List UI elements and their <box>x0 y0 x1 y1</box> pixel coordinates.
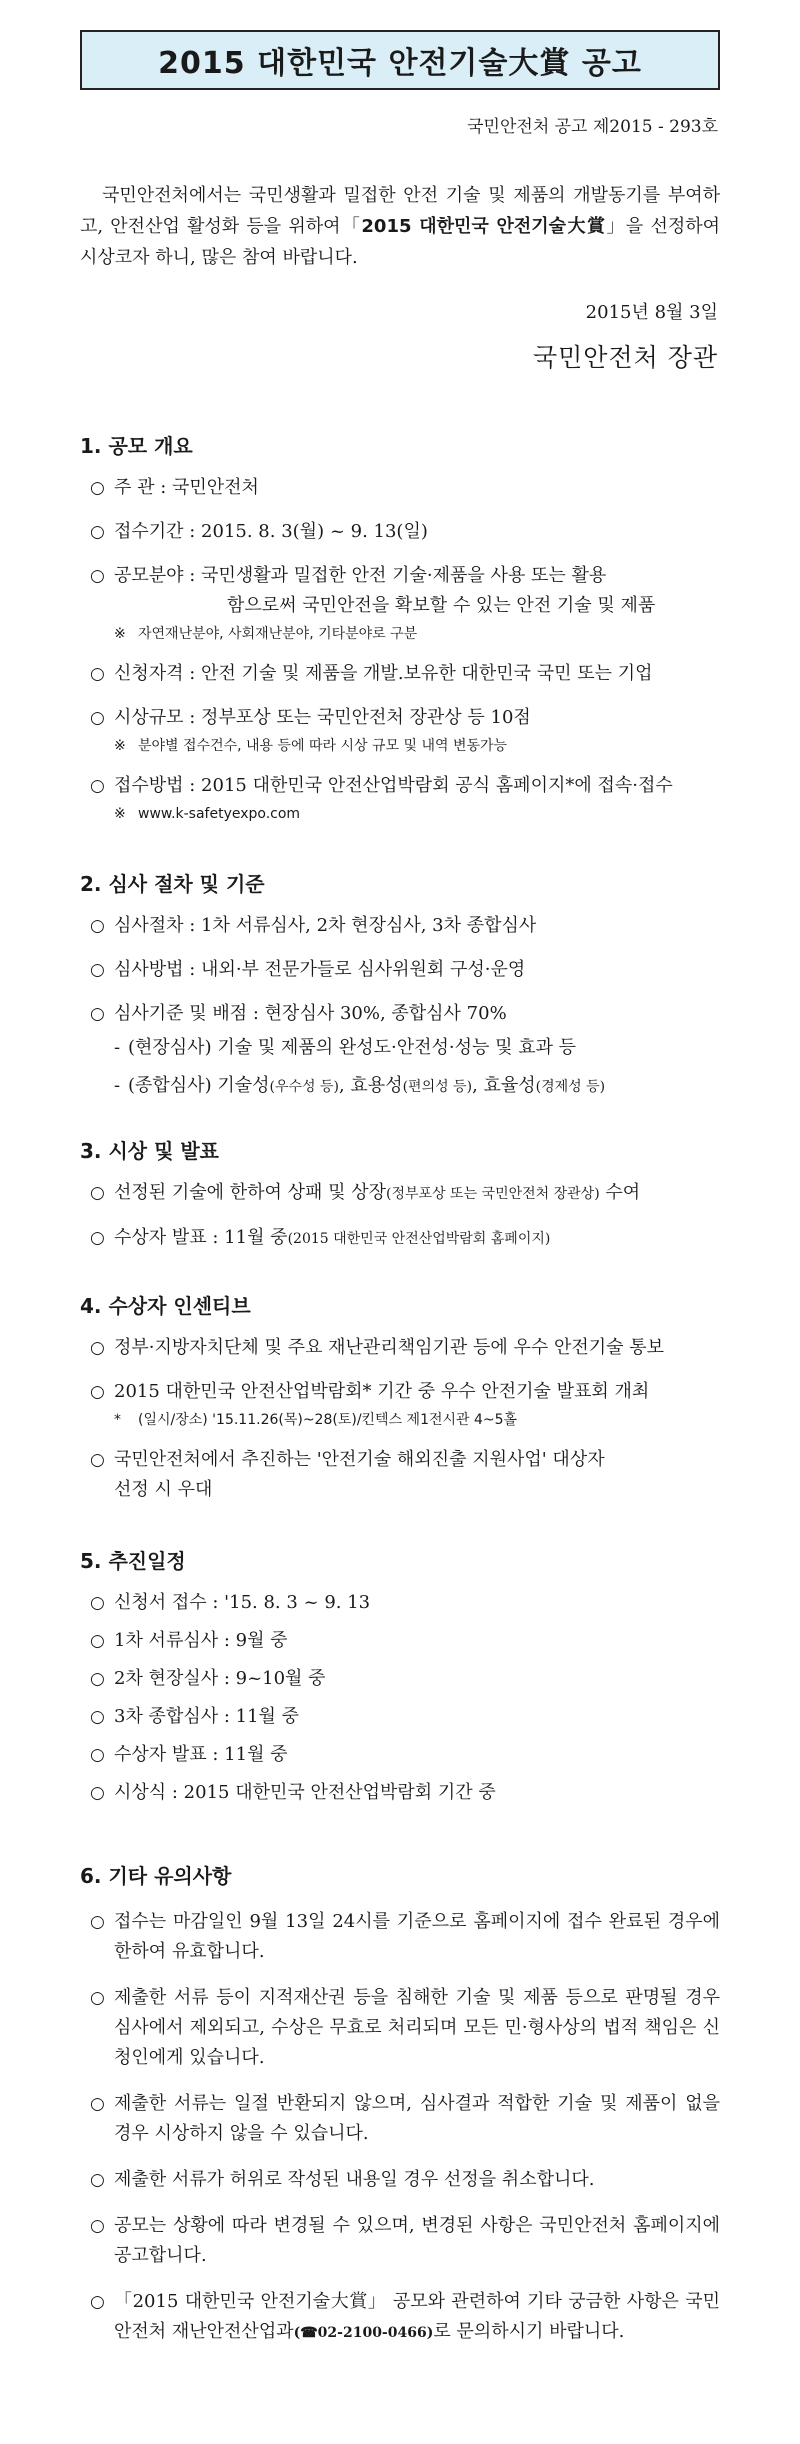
section-notes <box>80 1860 720 2364</box>
list-item: ○ 「2015 대한민국 안전기술大賞」 공모와 관련하여 기타 궁금한 사항은 국민안전처 재난안전산업과(☎02-2100-0466)로 문의하시기 바랍니다. <box>80 2287 720 2348</box>
list-item: ○ 3차 종합심사 : 11월 중 <box>80 1702 720 1732</box>
circle-bullet-icon: ○ <box>90 2216 105 2236</box>
page-title: 2015 대한민국 안전기술大賞 공고 <box>80 30 720 90</box>
note: ※ 분야별 접수건수, 내용 등에 따라 시상 규모 및 내역 변동가능 <box>80 735 720 757</box>
notice-number: 국민안전처 공고 제2015 - 293호 <box>467 117 718 137</box>
circle-bullet-icon: ○ <box>90 2170 105 2190</box>
list-item: ○ 제출한 서류가 허위로 작성된 내용일 경우 선정을 취소합니다. <box>80 2165 720 2195</box>
circle-bullet-icon: ○ <box>90 1631 105 1651</box>
section-overview <box>80 430 720 839</box>
dash-icon: - <box>114 1075 121 1096</box>
circle-bullet-icon: ○ <box>90 1593 105 1613</box>
circle-bullet-icon: ○ <box>90 1382 105 1402</box>
list-item: ○ 접수기간 : 2015. 8. 3(월) ~ 9. 13(일) <box>80 517 720 547</box>
circle-bullet-icon: ○ <box>90 2292 105 2312</box>
section-title: 4. 수상자 인센티브 <box>80 1294 251 1318</box>
section-title: 1. 공모 개요 <box>80 434 193 458</box>
list-item: ○ 시상규모 : 정부포상 또는 국민안전처 장관상 등 10점 <box>80 703 720 733</box>
circle-bullet-icon: ○ <box>90 2094 105 2114</box>
list-item: ○ 심사절차 : 1차 서류심사, 2차 현장심사, 3차 종합심사 <box>80 911 720 941</box>
asterisk-icon: * <box>114 1412 121 1428</box>
section-incentive <box>80 1290 720 1519</box>
sub-item: - (종합심사) 기술성(우수성 등), 효용성(편의성 등), 효율성(경제성 등) <box>80 1071 720 1102</box>
intro-paragraph <box>80 180 720 273</box>
circle-bullet-icon: ○ <box>90 522 105 542</box>
list-item: ○ 접수방법 : 2015 대한민국 안전산업박람회 공식 홈페이지*에 접속·접수 <box>80 771 720 801</box>
circle-bullet-icon: ○ <box>90 664 105 684</box>
list-item: ○ 제출한 서류 등이 지적재산권 등을 침해한 기술 및 제품 등으로 판명될 경우 심사에서 제외되고, 수상은 무효로 처리되며 모든 민·형사상의 법적 책임은 신청인에게 있습니다. <box>80 1983 720 2073</box>
intro-bold: 2015 대한민국 안전기술大賞 <box>361 216 607 237</box>
list-item: ○ 공모분야 : 국민생활과 밀접한 안전 기술·제품을 사용 또는 활용 함으로써 국민안전을 확보할 수 있는 안전 기술 및 제품 <box>80 561 720 621</box>
list-item: ○ 수상자 발표 : 11월 중 <box>80 1740 720 1770</box>
list-item: ○ 정부·지방자치단체 및 주요 재난관리책임기관 등에 우수 안전기술 통보 <box>80 1333 720 1363</box>
circle-bullet-icon: ○ <box>90 960 105 980</box>
note-mark-icon: ※ <box>114 626 126 642</box>
dash-icon: - <box>114 1037 121 1058</box>
section-award <box>80 1135 720 1268</box>
list-item: ○ 수상자 발표 : 11월 중(2015 대한민국 안전산업박람회 홈페이지) <box>80 1223 720 1254</box>
section-title: 6. 기타 유의사항 <box>80 1864 232 1888</box>
note: * (일시/장소) '15.11.26(목)~28(토)/킨텍스 제1전시관 4~5홀 <box>80 1409 720 1431</box>
list-item: ○ 1차 서류심사 : 9월 중 <box>80 1626 720 1656</box>
note-url: ※ www.k-safetyexpo.com <box>80 803 720 825</box>
section-title: 5. 추진일정 <box>80 1549 186 1573</box>
circle-bullet-icon: ○ <box>90 1004 105 1024</box>
list-item: ○ 신청자격 : 안전 기술 및 제품을 개발.보유한 대한민국 국민 또는 기업 <box>80 659 720 689</box>
intro-text-end: 」을 선정하여 시상코자 하니, 많은 참여 바랍니다. <box>80 216 721 268</box>
list-item: ○ 2015 대한민국 안전산업박람회* 기간 중 우수 안전기술 발표회 개최 <box>80 1377 720 1407</box>
circle-bullet-icon: ○ <box>90 1988 105 2008</box>
circle-bullet-icon: ○ <box>90 1707 105 1727</box>
list-item: ○ 접수는 마감일인 9월 13일 24시를 기준으로 홈페이지에 접수 완료된 경우에 한하여 유효합니다. <box>80 1907 720 1967</box>
notice-date: 2015년 8월 3일 <box>585 302 718 323</box>
circle-bullet-icon: ○ <box>90 478 105 498</box>
signer: 국민안전처 장관 <box>533 343 718 372</box>
list-item: ○ 공모는 상황에 따라 변경될 수 있으며, 변경된 사항은 국민안전처 홈페이지에 공고합니다. <box>80 2211 720 2271</box>
section-title: 2. 심사 절차 및 기준 <box>80 872 265 896</box>
circle-bullet-icon: ○ <box>90 776 105 796</box>
note-mark-icon: ※ <box>114 738 126 754</box>
section-schedule <box>80 1545 720 1816</box>
circle-bullet-icon: ○ <box>90 1183 105 1203</box>
intro-text: 국민안전처에서는 국민생활과 밀접한 안전 기술 및 제품의 개발동기를 부여하고, 안전산업 활성화 등을 위하여「 <box>80 185 720 237</box>
list-item: ○ 심사기준 및 배점 : 현장심사 30%, 종합심사 70% <box>80 999 720 1029</box>
sub-item: - (현장심사) 기술 및 제품의 완성도·안전성·성능 및 효과 등 <box>80 1033 720 1063</box>
circle-bullet-icon: ○ <box>90 566 105 586</box>
circle-bullet-icon: ○ <box>90 708 105 728</box>
circle-bullet-icon: ○ <box>90 1450 105 1470</box>
circle-bullet-icon: ○ <box>90 1783 105 1803</box>
circle-bullet-icon: ○ <box>90 1669 105 1689</box>
section-review <box>80 868 720 1110</box>
list-item: ○ 신청서 접수 : '15. 8. 3 ~ 9. 13 <box>80 1588 720 1618</box>
note-mark-icon: ※ <box>114 806 126 822</box>
circle-bullet-icon: ○ <box>90 1338 105 1358</box>
list-item: ○ 제출한 서류는 일절 반환되지 않으며, 심사결과 적합한 기술 및 제품이 없을 경우 시상하지 않을 수 있습니다. <box>80 2089 720 2149</box>
list-item: ○ 국민안전처에서 추진하는 '안전기술 해외진출 지원사업' 대상자 선정 시 우대 <box>80 1445 720 1505</box>
circle-bullet-icon: ○ <box>90 1912 105 1932</box>
list-item: ○ 주 관 : 국민안전처 <box>80 473 720 503</box>
list-item: ○ 2차 현장실사 : 9~10월 중 <box>80 1664 720 1694</box>
list-item: ○ 선정된 기술에 한하여 상패 및 상장(정부포상 또는 국민안전처 장관상) 수여 <box>80 1178 720 1209</box>
list-item: ○ 심사방법 : 내외·부 전문가들로 심사위원회 구성·운영 <box>80 955 720 985</box>
note: ※ 자연재난분야, 사회재난분야, 기타분야로 구분 <box>80 623 720 645</box>
circle-bullet-icon: ○ <box>90 916 105 936</box>
section-title: 3. 시상 및 발표 <box>80 1139 220 1163</box>
list-item: ○ 시상식 : 2015 대한민국 안전산업박람회 기간 중 <box>80 1778 720 1808</box>
circle-bullet-icon: ○ <box>90 1745 105 1765</box>
circle-bullet-icon: ○ <box>90 1228 105 1248</box>
